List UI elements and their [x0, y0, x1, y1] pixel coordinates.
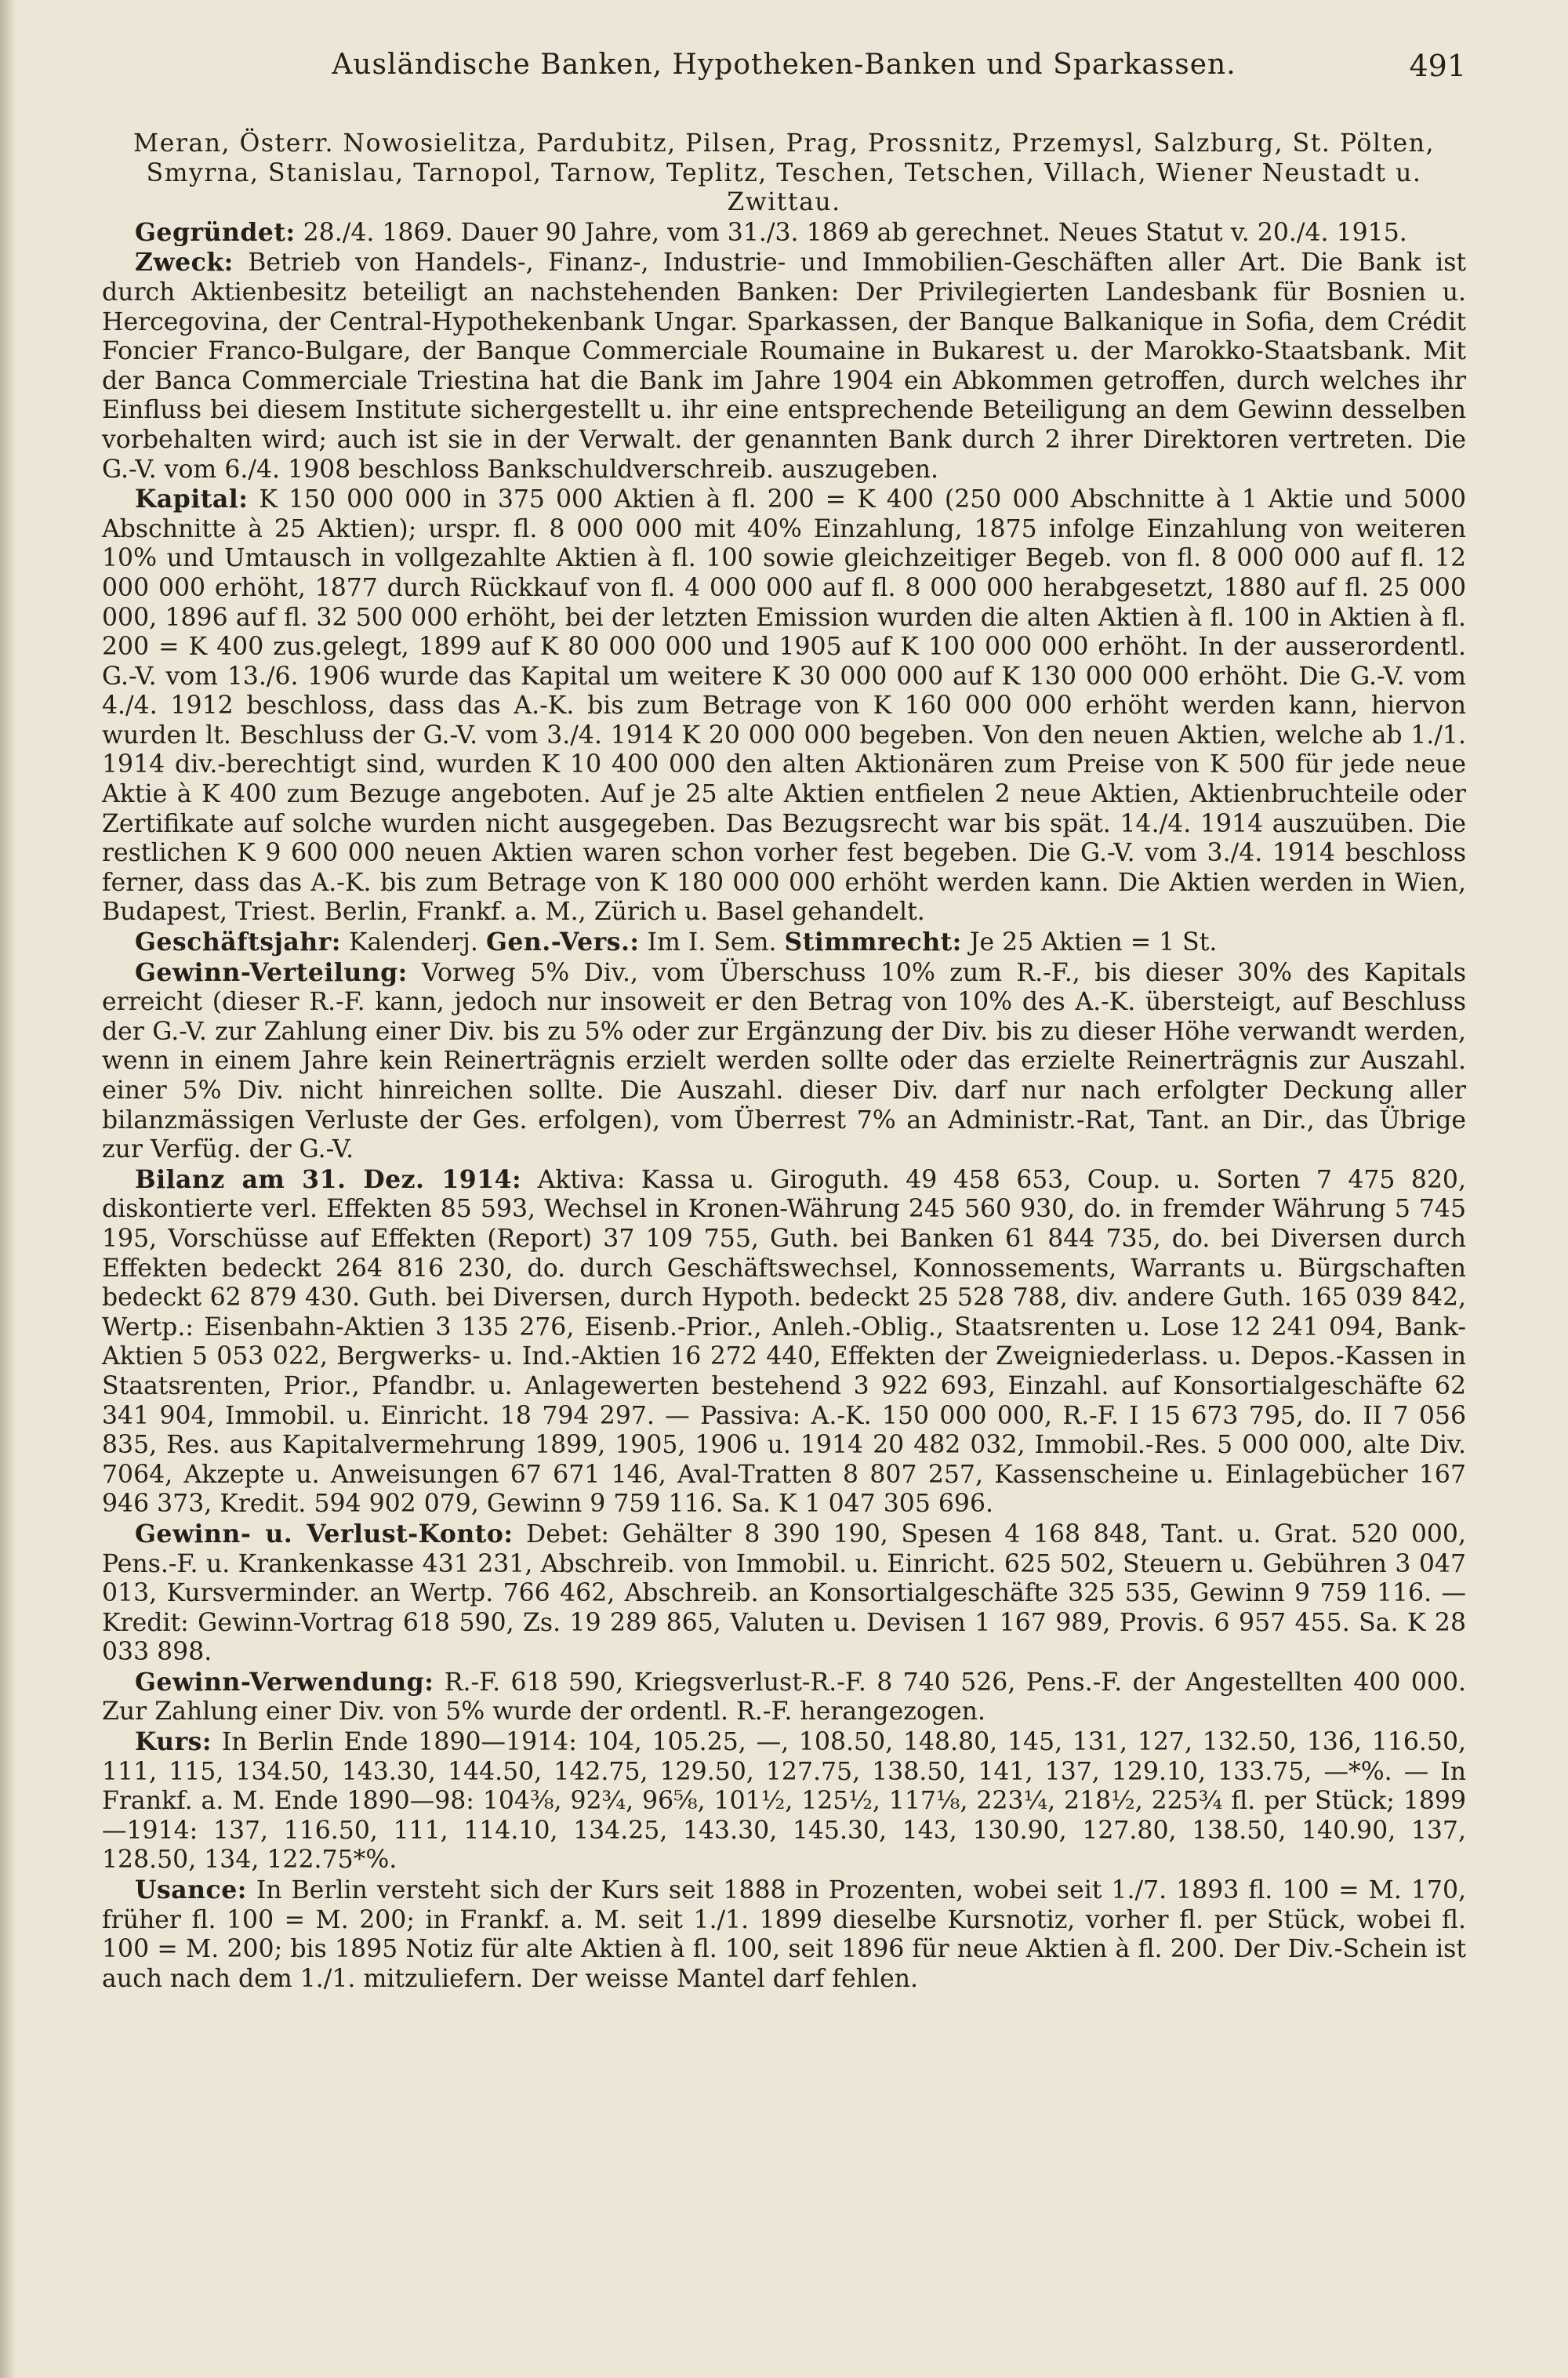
- section-gewinn-verlust-konto: [102, 1519, 1466, 1668]
- section-keyword: Bilanz am 31. Dez. 1914:: [135, 1164, 522, 1194]
- section-kapital: [102, 485, 1466, 928]
- section-geschaeftsjahr: [102, 928, 1466, 958]
- section-text: Aktiva: Kassa u. Giroguth. 49 458 653, Coup. u. Sorten 7 475 820, diskontierte verl. Effekten 85 593, Wechsel in Kronen-Währung 245 560 930, do. in fremder Währung 5 745 195, Vorschüsse auf Effekten (Report) 37 109 755, Guth. bei Banken 61 844 735, do. bei Diversen durch Effekten bedeckt 264 816 230, do. durch Geschäftswechsel, Konnossements, Warrants u. Bürgschaften bedeckt 62 879 430. Guth. bei Diversen, durch Hypoth. bedeckt 25 528 788, div. andere Guth. 165 039 842, Wertp.: Eisenbahn-Aktien 3 135 276, Eisenb.-Prior., Anleh.-Oblig., Staatsrenten u. Lose 12 241 094, Bank-Aktien 5 053 022, Bergwerks- u. Ind.-Aktien 16 272 440, Effekten der Zweigniederlass. u. Depos.-Kassen in Staatsrenten, Prior., Pfandbr. u. Anlagewerten bestehend 3 922 693, Einzahl. auf Konsortialgeschäfte 62 341 904, Immobil. u. Einricht. 18 794 297. — Passiva: A.-K. 150 000 000, R.-F. I 15 673 795, do. II 7 056 835, Res. aus Kapitalvermehrung 1899, 1905, 1906 u. 1914 20 482 032, Immobil.-Res. 5 000 000, alte Div. 7064, Akzepte u. Anweisungen 67 671 146, Aval-Tratten 8 807 257, Kassenscheine u. Einlagebücher 167 946 373, Kredit. 594 902 079, Gewinn 9 759 116. Sa. K 1 047 305 696.: [102, 1165, 1466, 1519]
- section-text-stimmrecht: Je 25 Aktien = 1 St.: [969, 928, 1218, 957]
- branch-locations-text: Meran, Österr. Nowosielitza, Pardubitz, Pilsen, Prag, Prossnitz, Przemysl, Salzburg, St. Pölten, Smyrna, Stanislau, Tarnopol, Tarnow, Teplitz, Teschen, Tetschen, Villach, Wiener Neustadt u. Zwittau.: [133, 129, 1435, 217]
- running-title: Ausländische Banken, Hypotheken-Banken und Sparkassen.: [332, 49, 1236, 81]
- section-keyword: Gewinn- u. Verlust-Konto:: [135, 1519, 514, 1548]
- section-text: R.-F. 618 590, Kriegsverlust-R.-F. 8 740 526, Pens.-F. der Angestellten 400 000. Zur Zahlung einer Div. von 5% wurde der ordentl. R.-F. herangezogen.: [102, 1668, 1467, 1726]
- section-gewinn-verteilung: [102, 958, 1466, 1165]
- page-content: [102, 129, 1466, 1994]
- section-keyword: Gegründet:: [135, 217, 296, 247]
- section-keyword-gen-vers: Gen.-Vers.:: [485, 928, 640, 957]
- section-kurs: [102, 1727, 1466, 1875]
- section-text: K 150 000 000 in 375 000 Aktien à fl. 200 = K 400 (250 000 Abschnitte à 1 Aktie und 5000 Abschnitte à 25 Aktien); urspr. fl. 8 000 000 mit 40% Einzahlung, 1875 infolge Einzahlung von weiteren 10% und Umtausch in vollgezahlte Aktien à fl. 100 sowie gleichzeitiger Begeb. von fl. 8 000 000 auf fl. 12 000 000 erhöht, 1877 durch Rückkauf von fl. 4 000 000 auf fl. 8 000 000 herabgesetzt, 1880 auf fl. 25 000 000, 1896 auf fl. 32 500 000 erhöht, bei der letzten Emission wurden die alten Aktien à fl. 100 in Aktien à fl. 200 = K 400 zus.gelegt, 1899 auf K 80 000 000 und 1905 auf K 100 000 000 erhöht. In der ausserordentl. G.-V. vom 13./6. 1906 wurde das Kapital um weitere K 30 000 000 auf K 130 000 000 erhöht. Die G.-V. vom 4./4. 1912 beschloss, dass das A.-K. bis zum Betrage von K 160 000 000 erhöht werden kann, hiervon wurden lt. Beschluss der G.-V. vom 3./4. 1914 K 20 000 000 begeben. Von den neuen Aktien, welche ab 1./1. 1914 div.-berechtigt sind, wurden K 10 400 000 den alten Aktionären zum Preise von K 500 für jede neue Aktie à K 400 zum Bezuge angeboten. Auf je 25 alte Aktien entfielen 2 neue Aktien, Aktienbruchteile oder Zertifikate auf solche wurden nicht ausgegeben. Das Bezugsrecht war bis spät. 14./4. 1914 auszuüben. Die restlichen K 9 600 000 neuen Aktien waren schon vorher fest begeben. Die G.-V. vom 3./4. 1914 beschloss ferner, dass das A.-K. bis zum Betrage von K 180 000 000 erhöht werden kann. Die Aktien werden in Wien, Budapest, Triest. Berlin, Frankf. a. M., Zürich u. Basel gehandelt.: [102, 485, 1467, 927]
- section-keyword: Gewinn-Verteilung:: [135, 957, 408, 987]
- section-text: Kalenderj.: [348, 928, 478, 957]
- branch-locations: [102, 129, 1466, 218]
- section-text: 28./4. 1869. Dauer 90 Jahre, vom 31./3. 1869 ab gerechnet. Neues Statut v. 20./4. 1915.: [303, 218, 1407, 247]
- section-gegruendet: [102, 218, 1466, 249]
- section-gewinn-verwendung: [102, 1668, 1466, 1727]
- section-keyword: Usance:: [135, 1875, 247, 1905]
- section-text-gen-vers: Im I. Sem.: [647, 928, 777, 957]
- section-keyword: Zweck:: [135, 248, 234, 278]
- section-keyword: Gewinn-Verwendung:: [135, 1667, 434, 1697]
- section-text: Debet: Gehälter 8 390 190, Spesen 4 168 848, Tant. u. Grat. 520 000, Pens.-F. u. Krankenkasse 431 231, Abschreib. von Immobil. u. Einricht. 625 502, Steuern u. Gebühren 3 047 013, Kursverminder. an Wertp. 766 462, Abschreib. an Konsortialgeschäfte 325 535, Gewinn 9 759 116. — Kredit: Gewinn-Vortrag 618 590, Zs. 19 289 865, Valuten u. Devisen 1 167 989, Provis. 6 957 455. Sa. K 28 033 898.: [102, 1519, 1466, 1667]
- section-zweck: [102, 248, 1466, 485]
- section-text: In Berlin Ende 1890—1914: 104, 105.25, —, 108.50, 148.80, 145, 131, 127, 132.50, 136, 116.50, 111, 115, 134.50, 143.30, 144.50, 142.75, 129.50, 127.75, 138.50, 141, 137, 129.10, 133.75, —*%. — In Frankf. a. M. Ende 1890—98: 104⅜, 92¾, 96⅝, 101½, 125½, 117⅛, 223¼, 218½, 225¾ fl. per Stück; 1899—1914: 137, 116.50, 111, 114.10, 134.25, 143.30, 145.30, 143, 130.90, 127.80, 138.50, 140.90, 137, 128.50, 134, 122.75*%.: [102, 1728, 1466, 1875]
- section-text: Vorweg 5% Div., vom Überschuss 10% zum R.-F., bis dieser 30% des Kapitals erreicht (dieser R.-F. kann, jedoch nur insoweit er den Betrag von 10% des A.-K. übersteigt, auf Beschluss der G.-V. zur Zahlung einer Div. bis zu 5% oder zur Ergänzung der Div. bis zu dieser Höhe verwandt werden, wenn in einem Jahre kein Reinerträgnis erzielt werden sollte oder das erzielte Reinerträgnis zur Auszahl. einer 5% Div. nicht hinreichen sollte. Die Auszahl. dieser Div. darf nur nach erfolgter Deckung aller bilanzmässigen Verluste der Ges. erfolgen), vom Überrest 7% an Administr.-Rat, Tant. an Dir., das Übrige zur Verfüg. der G.-V.: [102, 958, 1466, 1164]
- section-text: Betrieb von Handels-, Finanz-, Industrie- und Immobilien-Geschäften aller Art. Die Bank ist durch Aktienbesitz beteiligt an nachstehenden Banken: Der Privilegierten Landesbank für Bosnien u. Hercegovina, der Central-Hypothekenbank Ungar. Sparkassen, der Banque Balkanique in Sofia, dem Crédit Foncier Franco-Bulgare, der Banque Commerciale Roumaine in Bukarest u. der Marokko-Staatsbank. Mit der Banca Commerciale Triestina hat die Bank im Jahre 1904 ein Abkommen getroffen, durch welches ihr Einfluss bei diesem Institute sichergestellt u. ihr eine entsprechende Beteiligung an dem Gewinn desselben vorbehalten wird; auch ist sie in der Verwalt. der genannten Bank durch 2 ihrer Direktoren vertreten. Die G.-V. vom 6./4. 1908 beschloss Bankschuldverschreib. auszugeben.: [102, 249, 1467, 484]
- section-keyword-stimmrecht: Stimmrecht:: [784, 928, 962, 957]
- section-keyword: Kurs:: [135, 1727, 212, 1757]
- section-keyword: Geschäftsjahr:: [135, 928, 341, 957]
- page-binding-edge: [0, 0, 16, 2378]
- page-number: 491: [1409, 49, 1466, 83]
- section-text: In Berlin versteht sich der Kurs seit 1888 in Prozenten, wobei seit 1./7. 1893 fl. 100 = M. 170, früher fl. 100 = M. 200; in Frankf. a. M. seit 1./1. 1899 dieselbe Kursnotiz, vorher fl. per Stück, wobei fl. 100 = M. 200; bis 1895 Notiz für alte Aktien à fl. 100, seit 1896 für neue Aktien à fl. 200. Der Div.-Schein ist auch nach dem 1./1. mitzuliefern. Der weisse Mantel darf fehlen.: [102, 1876, 1467, 1993]
- section-usance: [102, 1875, 1466, 1994]
- section-keyword: Kapital:: [135, 485, 249, 514]
- page-header: [102, 49, 1466, 96]
- section-bilanz: [102, 1165, 1466, 1519]
